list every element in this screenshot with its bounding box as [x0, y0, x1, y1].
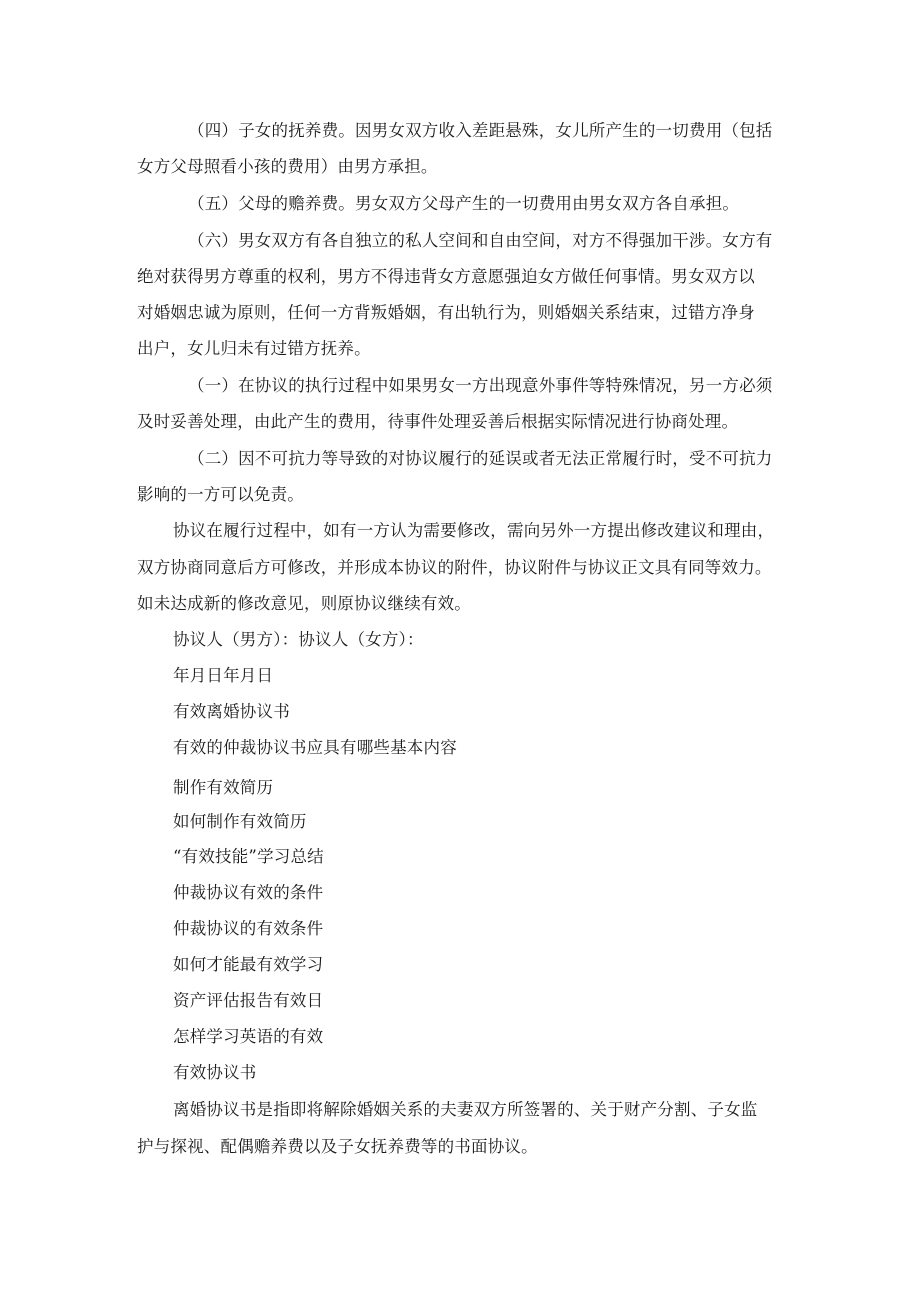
text-line: （四）子女的抚养费。因男女双方收入差距悬殊，女儿所产生的一切费用（包括 [188, 121, 773, 140]
text-line: 年月日年月日 [173, 666, 274, 685]
text-line: 如未达成新的修改意见，则原协议继续有效。 [137, 594, 471, 613]
text-line: 女方父母照看小孩的费用）由男方承担。 [137, 157, 438, 176]
text-line: 影响的一方可以免责。 [137, 485, 304, 504]
text-line: 如何制作有效简历 [173, 812, 307, 831]
text-line: 如何才能最有效学习 [173, 955, 324, 974]
text-line: “有效技能”学习总结 [173, 847, 324, 866]
text-line: 制作有效简历 [173, 778, 274, 797]
text-line: （五）父母的赡养费。男女双方父母产生的一切费用由男女双方各自承担。 [188, 194, 740, 213]
text-line: 双方协商同意后方可修改，并形成本协议的附件，协议附件与协议正文具有同等效力。 [137, 558, 772, 577]
text-line: 离婚协议书是指即将解除婚姻关系的夫妻双方所签署的、关于财产分割、子女监 [173, 1100, 758, 1119]
text-line: 有效离婚协议书 [173, 702, 290, 721]
text-line: 协议在履行过程中，如有一方认为需要修改，需向另外一方提出修改建议和理由， [173, 521, 775, 540]
text-line: 护与探视、配偶赡养费以及子女抚养费等的书面协议。 [137, 1137, 538, 1156]
text-line: 及时妥善处理，由此产生的费用，待事件处理妥善后根据实际情况进行协商处理。 [137, 412, 739, 431]
text-line: 协议人（男方）：协议人（女方）： [173, 630, 424, 649]
text-line: 仲裁协议的有效条件 [173, 919, 324, 938]
text-line: 有效协议书 [173, 1063, 257, 1082]
text-line: （六）男女双方有各自独立的私人空间和自由空间，对方不得强加干涉。女方有 [188, 231, 773, 250]
text-line: 有效的仲裁协议书应具有哪些基本内容 [173, 738, 457, 757]
text-line: （一）在协议的执行过程中如果男女一方出现意外事件等特殊情况，另一方必须 [188, 376, 773, 395]
text-line: 怎样学习英语的有效 [173, 1027, 324, 1046]
text-line: 仲裁协议有效的条件 [173, 883, 324, 902]
text-line: 绝对获得男方尊重的权利，男方不得违背女方意愿强迫女方做任何事情。男女双方以 [137, 267, 755, 286]
text-line: （二）因不可抗力等导致的对协议履行的延误或者无法正常履行时，受不可抗力 [188, 449, 773, 468]
text-line: 出户，女儿归未有过错方抚养。 [137, 339, 371, 358]
text-line: 对婚姻忠诚为原则，任何一方背叛婚姻，有出轨行为，则婚姻关系结束，过错方净身 [137, 303, 755, 322]
text-line: 资产评估报告有效日 [173, 991, 324, 1010]
